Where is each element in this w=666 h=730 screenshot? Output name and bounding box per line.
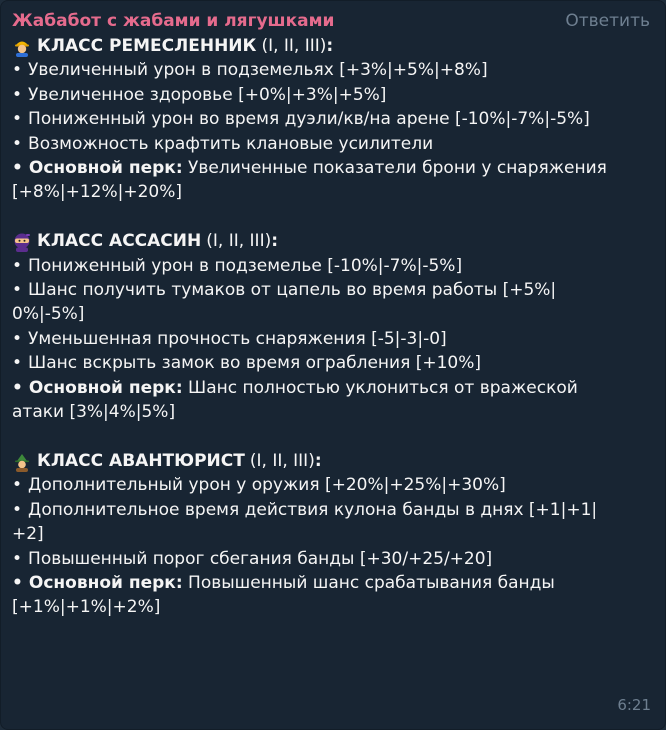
item-text: Увеличенный урон в подземельях [+3%|+5%|+8%] <box>28 60 488 81</box>
class-tiers: (I, II, III) <box>206 231 272 252</box>
bullet: • <box>12 499 23 520</box>
class-colon: : <box>271 231 279 252</box>
list-item <box>12 83 651 107</box>
list-item-continued: +2] <box>12 524 44 545</box>
perk-item <box>12 571 651 595</box>
reply-button[interactable]: Ответить <box>565 11 650 31</box>
list-item <box>12 132 651 156</box>
list-item <box>12 473 651 497</box>
item-text: Пониженный урон во время дуэли/кв/на арене [-10%|-7%|-5%] <box>28 109 590 130</box>
list-item <box>12 498 651 522</box>
bullet: • <box>12 133 23 154</box>
bullet: • <box>12 84 23 105</box>
class-tiers: (I, II, III) <box>249 450 315 471</box>
bullet: • <box>12 572 23 593</box>
item-text: Уменьшенная прочность снаряжения [-5|-3|-0] <box>28 328 447 349</box>
bullet: • <box>12 328 23 349</box>
bullet: • <box>12 548 23 569</box>
bullet: • <box>12 158 23 179</box>
perk-item-continued: атаки [3%|4%|5%] <box>12 402 176 423</box>
bullet: • <box>12 280 23 301</box>
class-title <box>12 34 651 58</box>
class-section-assassin <box>12 229 651 424</box>
item-text: Возможность крафтить клановые усилители <box>28 133 434 154</box>
item-text: Пониженный урон в подземелье [-10%|-7%|-5%] <box>28 255 463 276</box>
class-title <box>12 449 651 473</box>
perk-label: Основной перк: <box>28 572 183 593</box>
perk-item-continued: [+8%|+12%|+20%] <box>12 182 182 203</box>
bullet: • <box>12 353 23 374</box>
explorer-icon <box>12 452 32 472</box>
list-item <box>12 278 651 302</box>
class-colon: : <box>314 450 322 471</box>
list-item <box>12 254 651 278</box>
ninja-icon <box>12 232 32 252</box>
list-item-continued: 0%|-5%] <box>12 304 85 325</box>
message-header <box>12 9 651 34</box>
list-item <box>12 107 651 131</box>
bullet: • <box>12 60 23 81</box>
item-text: Увеличенное здоровье [+0%|+3%|+5%] <box>28 84 387 105</box>
list-item <box>12 58 651 82</box>
list-item <box>12 351 651 375</box>
item-text: Дополнительный урон у оружия [+20%|+25%|+30%] <box>28 475 506 496</box>
class-section-adventurer <box>12 449 651 620</box>
message-time: 6:21 <box>617 695 651 714</box>
class-name: КЛАСС АВАНТЮРИСТ <box>37 450 245 471</box>
item-text: Повышенный порог сбегания банды [+30/+25/+20] <box>28 548 493 569</box>
bullet: • <box>12 377 23 398</box>
perk-text: Шанс полностью уклониться от вражеской <box>188 377 578 398</box>
perk-text: Увеличенные показатели брони у снаряжения <box>188 158 607 179</box>
class-name: КЛАСС АССАСИН <box>37 231 202 252</box>
list-item <box>12 547 651 571</box>
bullet: • <box>12 109 23 130</box>
item-text: Шанс вскрыть замок во время ограбления [+10%] <box>28 353 482 374</box>
item-text: Дополнительное время действия кулона банды в днях [+1|+1| <box>28 499 598 520</box>
class-tiers: (I, II, III) <box>261 36 327 56</box>
sender-name[interactable]: Жабабот с жабами и лягушками <box>12 11 335 31</box>
bullet: • <box>12 255 23 276</box>
item-text: Шанс получить тумаков от цапель во время работы [+5%| <box>28 280 557 301</box>
perk-item <box>12 156 651 180</box>
worker-icon <box>12 37 32 57</box>
class-colon: : <box>326 36 334 56</box>
perk-label: Основной перк: <box>28 377 183 398</box>
perk-item-continued: [+1%|+1%|+2%] <box>12 597 161 618</box>
perk-label: Основной перк: <box>28 158 183 179</box>
class-name: КЛАСС РЕМЕСЛЕННИК <box>37 36 257 56</box>
perk-text: Повышенный шанс срабатывания банды <box>188 572 555 593</box>
bullet: • <box>12 475 23 496</box>
list-item <box>12 327 651 351</box>
perk-item <box>12 376 651 400</box>
class-section-craftsman <box>12 34 651 205</box>
class-title <box>12 229 651 253</box>
